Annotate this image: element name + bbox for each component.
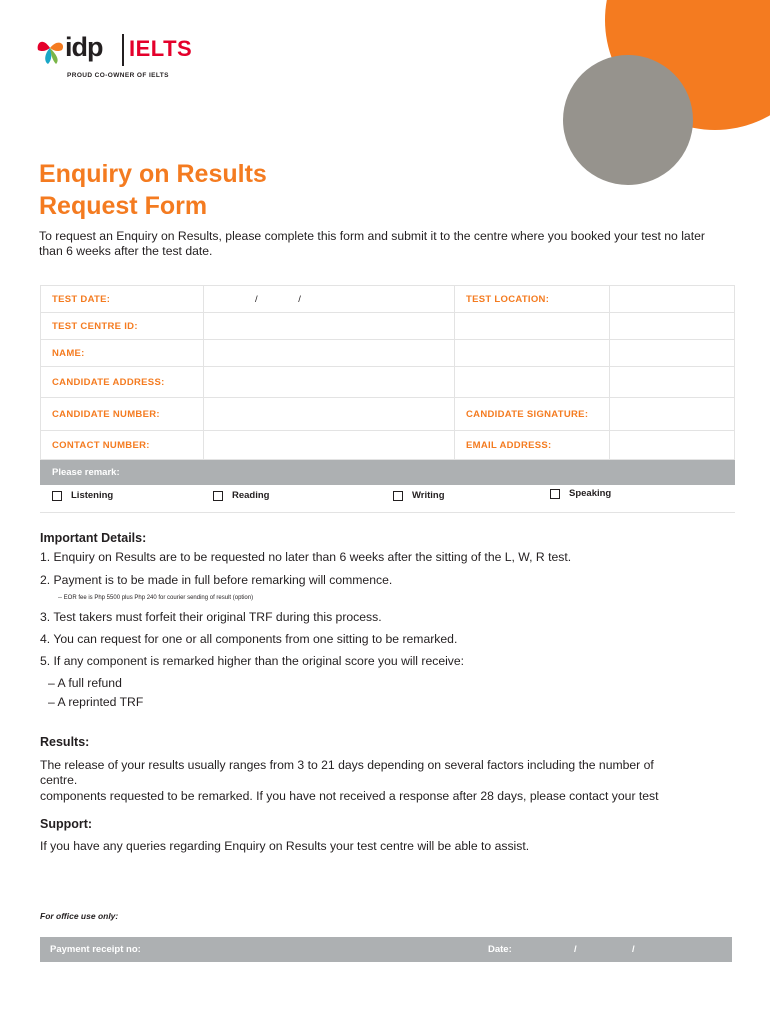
title-line-1: Enquiry on Results: [39, 160, 267, 188]
table-row: [41, 367, 735, 398]
candidate-address-label: CANDIDATE ADDRESS:: [41, 367, 204, 398]
reading-checkbox[interactable]: [213, 490, 269, 501]
payment-receipt-bar: [40, 937, 732, 962]
support-text: If you have any queries regarding Enquiry on Results your test centre will be able to assist.: [40, 839, 530, 853]
empty-cell: [610, 313, 735, 340]
table-row: [41, 286, 735, 313]
table-row: [41, 398, 735, 431]
checkbox-icon[interactable]: [393, 491, 403, 501]
idp-flower-icon: [36, 34, 66, 70]
component-checkboxes: [40, 482, 735, 513]
logo-tagline: PROUD CO-OWNER OF IELTS: [67, 72, 169, 79]
email-address-field[interactable]: [610, 431, 735, 460]
date-separator: /: [255, 293, 258, 305]
empty-cell: [610, 340, 735, 367]
logo-divider: [122, 34, 124, 66]
date-separator: /: [298, 293, 301, 305]
name-field[interactable]: [204, 340, 455, 367]
empty-cell: [455, 340, 610, 367]
candidate-address-field[interactable]: [204, 367, 455, 398]
table-row: [41, 431, 735, 460]
email-address-label: EMAIL ADDRESS:: [455, 431, 610, 460]
results-heading: Results:: [40, 735, 90, 749]
important-sub-1: – A full refund: [48, 676, 122, 690]
page-title: [39, 158, 267, 222]
test-date-label: TEST DATE:: [41, 286, 204, 313]
test-location-field[interactable]: [610, 286, 735, 313]
office-use-label: For office use only:: [40, 911, 119, 921]
test-location-label: TEST LOCATION:: [455, 286, 610, 313]
checkbox-icon[interactable]: [550, 489, 560, 499]
writing-label: Writing: [412, 490, 445, 501]
checkbox-icon[interactable]: [52, 491, 62, 501]
name-label: NAME:: [41, 340, 204, 367]
important-item-2: 2. Payment is to be made in full before remarking will commence.: [40, 573, 393, 587]
results-line-2: centre.: [40, 773, 78, 787]
checkbox-icon[interactable]: [213, 491, 223, 501]
logo-idp-text: idp: [65, 32, 103, 62]
support-heading: Support:: [40, 817, 93, 831]
empty-cell: [455, 313, 610, 340]
table-row: [41, 313, 735, 340]
important-item-1: 1. Enquiry on Results are to be requested no later than 6 weeks after the sitting of the L, W, R test.: [40, 550, 572, 564]
contact-number-label: CONTACT NUMBER:: [41, 431, 204, 460]
test-centre-id-field[interactable]: [204, 313, 455, 340]
office-date-label: Date:: [488, 944, 512, 955]
results-line-1: The release of your results usually ranges from 3 to 21 days depending on several factors including the number of: [40, 758, 654, 772]
contact-number-field[interactable]: [204, 431, 455, 460]
candidate-signature-label: CANDIDATE SIGNATURE:: [455, 398, 610, 431]
candidate-signature-field[interactable]: [610, 398, 735, 431]
title-line-2: Request Form: [39, 192, 208, 220]
test-date-field[interactable]: [204, 286, 455, 313]
speaking-checkbox[interactable]: [550, 488, 611, 499]
important-heading: Important Details:: [40, 531, 147, 545]
idp-ielts-logo: [36, 30, 236, 85]
candidate-number-field[interactable]: [204, 398, 455, 431]
reading-label: Reading: [232, 490, 270, 501]
payment-receipt-label: Payment receipt no:: [50, 944, 141, 955]
logo-ielts-text: IELTS: [129, 36, 193, 61]
results-line-3: components requested to be remarked. If you have not received a response after 28 days, please contact your test: [40, 789, 659, 803]
fee-note: -- EOR fee is Php 5500 plus Php 240 for courier sending of result (option): [58, 595, 254, 601]
listening-label: Listening: [71, 490, 114, 501]
empty-cell: [455, 367, 610, 398]
date-separator: /: [574, 944, 577, 955]
table-row: [41, 340, 735, 367]
test-centre-id-label: TEST CENTRE ID:: [41, 313, 204, 340]
speaking-label: Speaking: [569, 488, 612, 499]
important-sub-2: – A reprinted TRF: [48, 695, 144, 709]
listening-checkbox[interactable]: [52, 490, 113, 501]
writing-checkbox[interactable]: [393, 490, 445, 501]
candidate-number-label: CANDIDATE NUMBER:: [41, 398, 204, 431]
intro-text: To request an Enquiry on Results, please complete this form and submit it to the centre where you booked your test no later than 6 weeks after the test date.: [39, 229, 705, 258]
remark-label: Please remark:: [41, 460, 735, 485]
candidate-details-table: [40, 285, 735, 485]
decorative-gray-circle: [563, 55, 693, 185]
important-item-5: 5. If any component is remarked higher than the original score you will receive:: [40, 654, 465, 668]
remark-bar: [41, 460, 735, 485]
date-separator: /: [632, 944, 635, 955]
important-item-4: 4. You can request for one or all components from one sitting to be remarked.: [40, 632, 458, 646]
important-item-3: 3. Test takers must forfeit their original TRF during this process.: [40, 610, 382, 624]
empty-cell: [610, 367, 735, 398]
